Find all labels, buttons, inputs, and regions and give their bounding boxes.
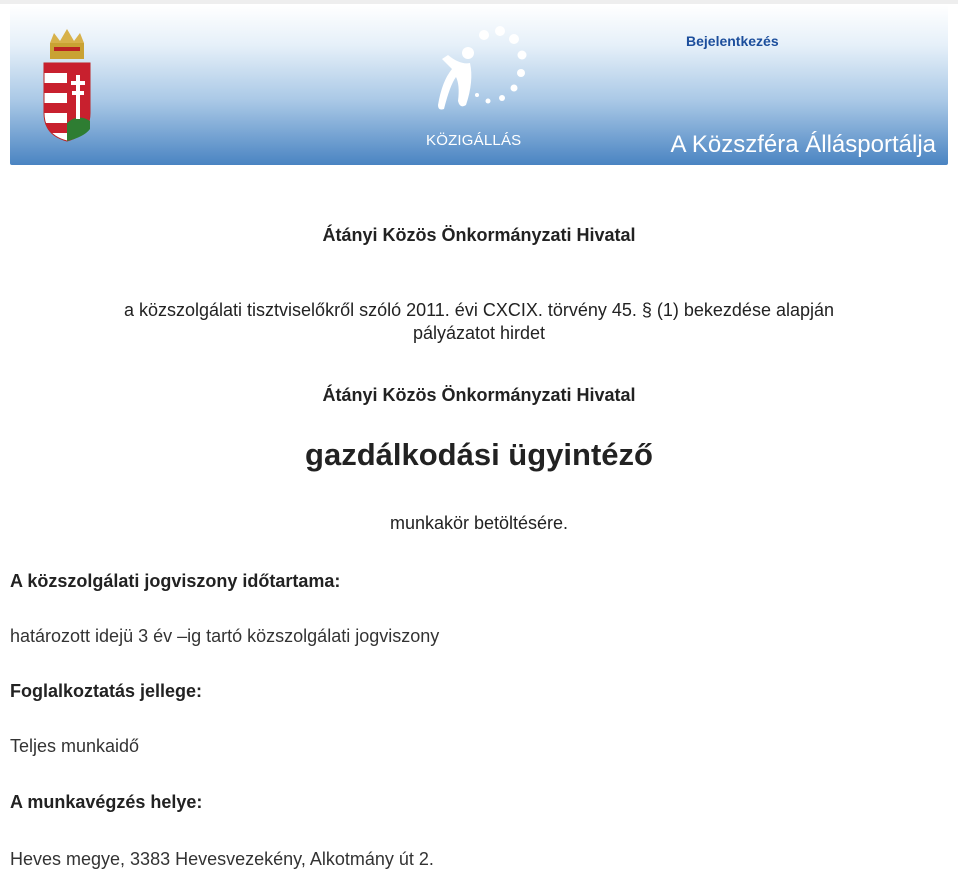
filling-text: munkakör betöltésére. bbox=[389, 513, 569, 533]
section-value-workplace: Heves megye, 3383 Hevesvezekény, Alkotmány út 2. bbox=[10, 849, 434, 869]
kozigallas-logo-icon bbox=[430, 25, 530, 125]
organization-name-repeat: Átányi Közös Önkormányzati Hivatal bbox=[322, 385, 636, 405]
legal-basis-line: pályázatot hirdet bbox=[412, 323, 546, 343]
job-title: gazdálkodási ügyintéző bbox=[305, 437, 653, 472]
section-heading-duration: A közszolgálati jogviszony időtartama: bbox=[10, 571, 341, 591]
coat-of-arms-icon bbox=[40, 29, 94, 147]
top-rule bbox=[0, 0, 958, 4]
section-heading-employment-type: Foglalkoztatás jellege: bbox=[10, 681, 203, 701]
header-banner bbox=[10, 5, 948, 165]
logo-text: KÖZIGÁLLÁS bbox=[426, 132, 522, 149]
section-value-employment-type: Teljes munkaidő bbox=[10, 736, 140, 756]
legal-basis-line: a közszolgálati tisztviselőkről szóló 2011. évi CXCIX. törvény 45. § (1) bekezdése alapján bbox=[123, 300, 835, 320]
legal-basis-text bbox=[0, 299, 958, 345]
portal-tagline: A Közszféra Állásportálja bbox=[670, 131, 936, 158]
organization-name: Átányi Közös Önkormányzati Hivatal bbox=[322, 225, 636, 245]
section-value-duration: határozott idejü 3 év –ig tartó közszolgálati jogviszony bbox=[10, 626, 440, 646]
login-link[interactable]: Bejelentkezés bbox=[686, 33, 779, 49]
section-heading-workplace: A munkavégzés helye: bbox=[10, 792, 203, 812]
